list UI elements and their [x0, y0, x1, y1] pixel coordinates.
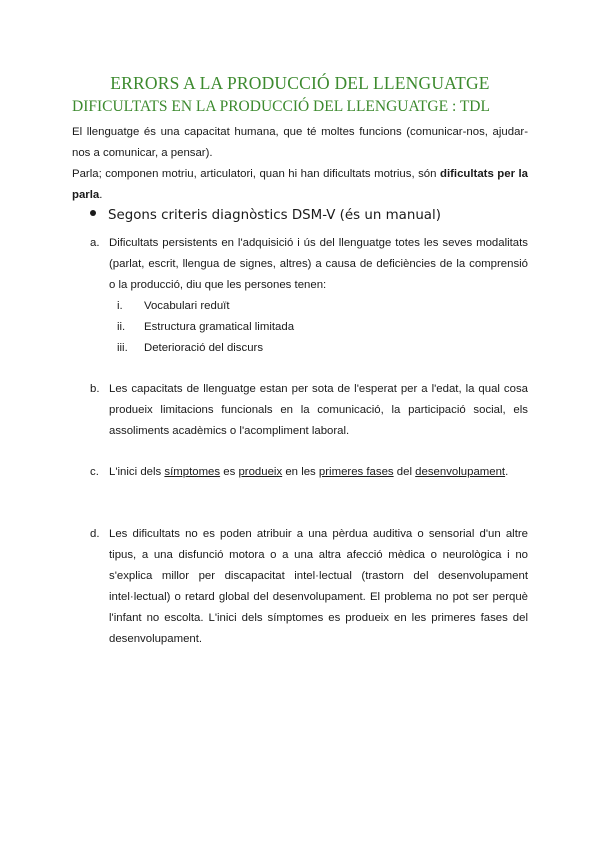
list-item-c — [90, 462, 528, 483]
list-item-a-text: Dificultats persistents en l'adquisició i ús del llenguatge totes les seves modalitats (parlat, escrit, llengua de signes, altres) a causa de deficiències de la comprensió o la producció, diu que les persones tenen: — [109, 237, 528, 291]
c-word-simptomes: símptomes — [164, 466, 221, 478]
c-word-inici: L'inici — [109, 466, 138, 478]
c-word-desenvolupament: desenvolupament — [415, 466, 506, 478]
bullet-dot-icon — [90, 210, 96, 216]
sub-list-item-ii — [117, 317, 417, 338]
intro-paragraph-1: El llenguatge és una capacitat humana, que té moltes funcions (comunicar-nos, ajudar-nos a comunicar, a pensar). — [72, 126, 528, 159]
list-item-d — [90, 524, 528, 650]
list-item-b — [90, 379, 528, 442]
sub-item-text-i: Vocabulari reduït — [144, 300, 230, 312]
sub-item-text-ii: Estructura gramatical limitada — [144, 321, 295, 333]
bullet-heading-text: Segons criteris diagnòstics DSM-V (és un manual) — [108, 208, 441, 223]
list-marker-c: c. — [90, 466, 99, 478]
list-marker-b: b. — [90, 383, 100, 395]
intro-bold-term: dificultats per la parla — [72, 168, 528, 201]
c-word-les: les — [301, 466, 316, 478]
c-word-produeix: produeix — [238, 466, 283, 478]
section-subtitle: DIFICULTATS EN LA PRODUCCIÓ DEL LLENGUATGE : TDL — [72, 98, 490, 115]
intro-paragraph-2-text: Parla; componen motriu, articulatori, quan hi han dificultats motrius, són — [72, 168, 440, 180]
intro-block — [72, 122, 528, 206]
intro-paragraph-2 — [72, 164, 528, 206]
sub-marker-iii: iii. — [117, 342, 128, 354]
sub-marker-i: i. — [117, 300, 123, 312]
list-item-a — [90, 233, 528, 296]
list-item-d-text: Les dificultats no es poden atribuir a una pèrdua auditiva o sensorial d'un altre tipus, a una disfunció motora o a una altra afecció mèdica o neurològica i no s'explica millor per discapacitat intel·lectual (trastorn del desenvolupament intel·lectual) o retard global del desenvolupament. El problema no pot ser perquè l'infant no escolta. L'inici dels símptomes es produeix en les primeres fases del desenvolupament. — [109, 528, 528, 645]
sub-list-item-iii — [117, 338, 417, 359]
list-item-c-text — [109, 462, 528, 483]
list-marker-a: a. — [90, 237, 100, 249]
c-word-en: en — [285, 466, 299, 478]
c-word-dels: dels — [140, 466, 162, 478]
c-word-del: del — [396, 466, 412, 478]
intro-period: . — [99, 189, 103, 201]
sub-list-item-i — [117, 296, 417, 317]
c-word-primeres-fases: primeres fases — [318, 466, 394, 478]
page-title: ERRORS A LA PRODUCCIÓ DEL LLENGUATGE — [110, 73, 490, 93]
sub-marker-ii: ii. — [117, 321, 126, 333]
c-word-es: es — [223, 466, 236, 478]
c-period: . — [505, 466, 509, 478]
bullet-heading — [90, 208, 530, 223]
list-marker-d: d. — [90, 528, 100, 540]
sub-item-text-iii: Deterioració del discurs — [144, 342, 264, 354]
list-item-b-text: Les capacitats de llenguatge estan per sota de l'esperat per a l'edat, la qual cosa produeix limitacions funcionals en la comunicació, la participació social, els assoliments acadèmics o l'acompliment laboral. — [109, 383, 528, 437]
